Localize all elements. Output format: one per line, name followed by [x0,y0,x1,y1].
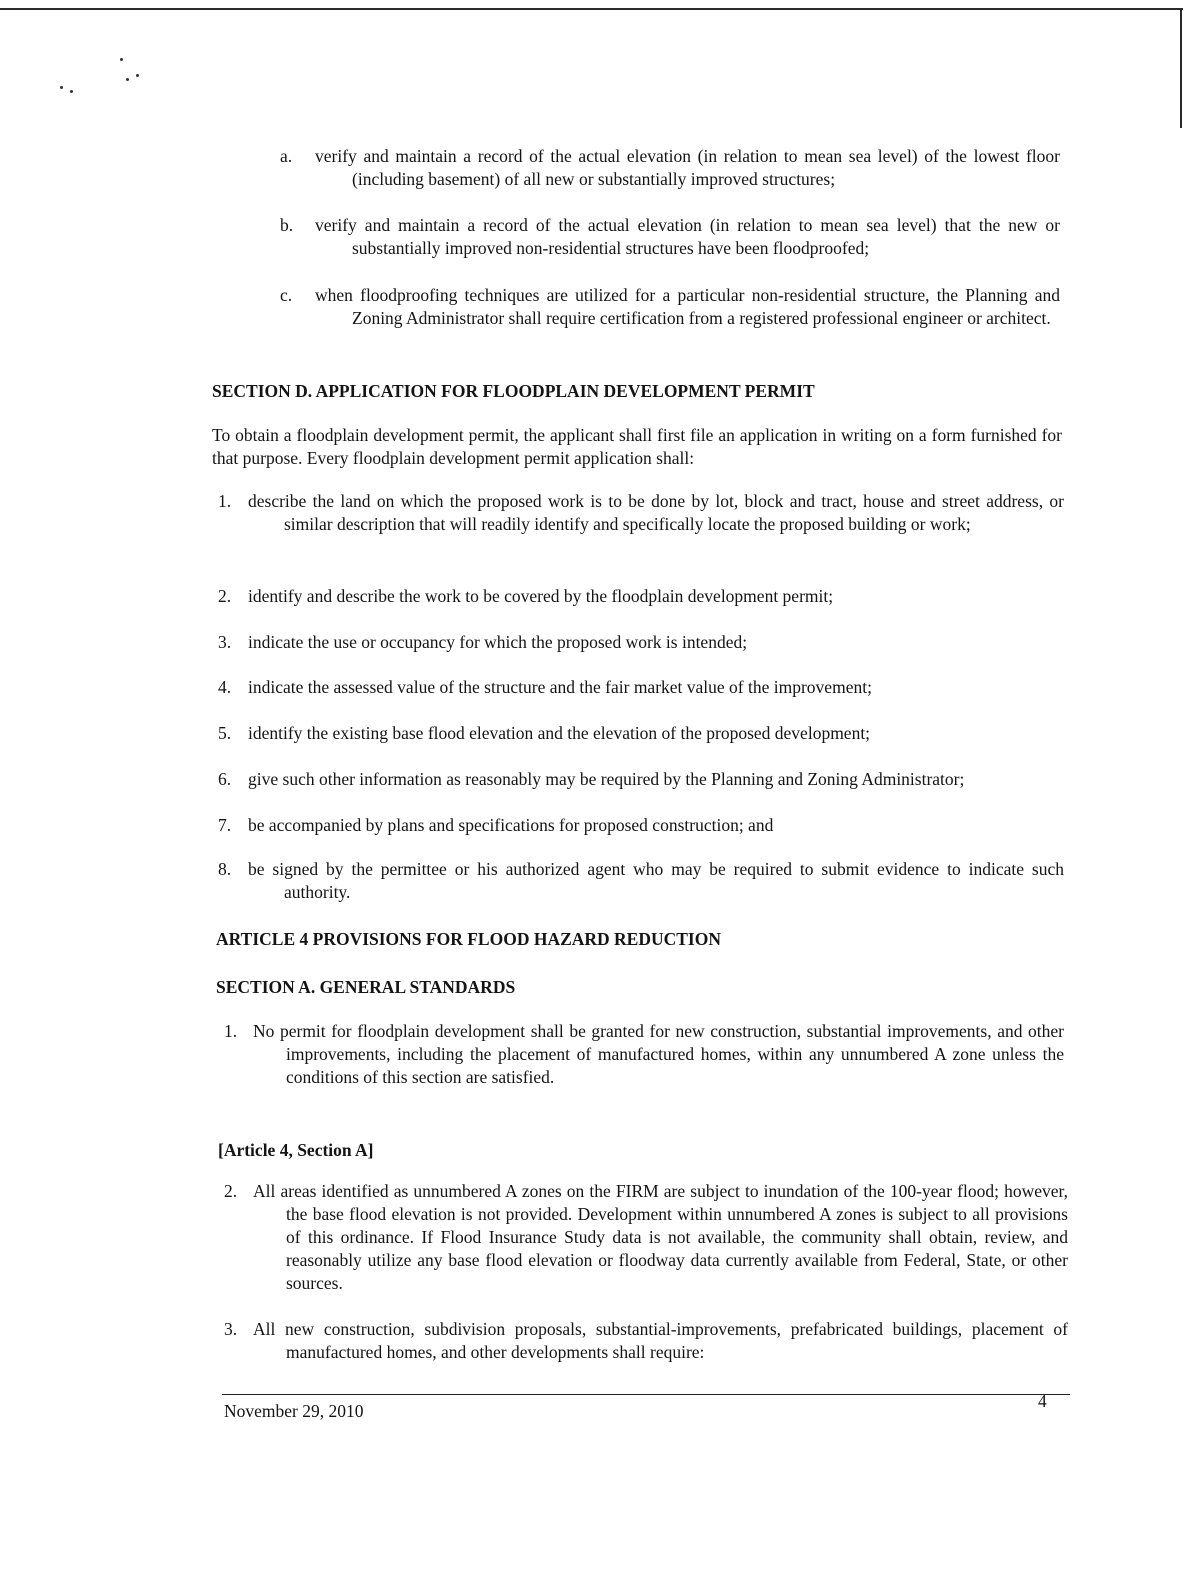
list-item [218,585,1064,608]
list-item [218,768,1064,791]
list-marker: 2. [218,586,232,606]
list-marker: 1. [224,1021,238,1041]
list-item-text: be signed by the permittee or his authorized agent who may be required to submit evidence to indicate such authority. [248,859,1064,902]
list-item [218,814,1064,837]
list-item [224,1180,1068,1295]
list-marker: c. [280,285,293,305]
list-item [224,1020,1064,1089]
article-4-heading: ARTICLE 4 PROVISIONS FOR FLOOD HAZARD REDUCTION [216,929,721,949]
footer-rule [222,1394,1070,1395]
list-item-text: No permit for floodplain development shall be granted for new construction, substantial improvements, and other improvements, including the placement of manufactured homes, within any unnumbered A zone unless the conditions of this section are satisfied. [253,1021,1064,1087]
list-marker: 8. [218,859,232,879]
list-item [218,490,1064,536]
list-marker: a. [280,146,293,166]
list-marker: 1. [218,491,232,511]
list-item-text: identify and describe the work to be covered by the floodplain development permit; [248,586,834,606]
list-item-text: indicate the use or occupancy for which the proposed work is intended; [248,632,748,652]
section-a-heading: SECTION A. GENERAL STANDARDS [216,977,516,997]
list-item-text: when floodproofing techniques are utilized for a particular non-residential structure, the Planning and Zoning Administrator shall require certification from a registered professional engineer or architect. [315,285,1060,328]
list-item-text: All areas identified as unnumbered A zones on the FIRM are subject to inundation of the 100-year flood; however, the base flood elevation is not provided. Development within unnumbered A zones is subject to all provisions of this ordinance. If Flood Insurance Study data is not available, the community shall obtain, review, and reasonably utilize any base flood elevation or floodway data currently available from Federal, State, or other sources. [253,1181,1068,1293]
list-item-text: All new construction, subdivision proposals, substantial-improvements, prefabricated buildings, placement of manufactured homes, and other developments shall require: [253,1319,1068,1362]
list-item-text: identify the existing base flood elevation and the elevation of the proposed development; [248,723,871,743]
list-item [224,1318,1068,1364]
footer-date: November 29, 2010 [224,1401,364,1421]
list-item [218,722,1064,745]
list-marker: 3. [224,1319,238,1339]
list-marker: 2. [224,1181,238,1201]
list-marker: b. [280,215,294,235]
list-item-text: be accompanied by plans and specifications for proposed construction; and [248,815,774,835]
list-marker: 5. [218,723,232,743]
list-item-text: verify and maintain a record of the actual elevation (in relation to mean sea level) of the lowest floor (including basement) of all new or substantially improved structures; [315,146,1060,189]
list-item-text: give such other information as reasonably may be required by the Planning and Zoning Administrator; [248,769,965,789]
page-number: 4 [1038,1391,1047,1411]
list-item [218,631,1064,654]
continuation-label: [Article 4, Section A] [218,1140,374,1160]
list-item-text: indicate the assessed value of the structure and the fair market value of the improvement; [248,677,872,697]
list-item [218,858,1064,904]
list-item [280,284,1060,330]
section-d-intro: To obtain a floodplain development permit, the applicant shall first file an application in writing on a form furnished for that purpose. Every floodplain development permit application shall: [212,425,1062,468]
section-d-heading: SECTION D. APPLICATION FOR FLOODPLAIN DEVELOPMENT PERMIT [212,381,815,401]
list-item-text: verify and maintain a record of the actual elevation (in relation to mean sea level) that the new or substantially improved non-residential structures have been floodproofed; [315,215,1060,258]
list-item [218,676,1064,699]
list-item [280,214,1060,260]
list-marker: 7. [218,815,232,835]
list-marker: 6. [218,769,232,789]
list-item [280,145,1060,191]
list-marker: 3. [218,632,232,652]
list-marker: 4. [218,677,232,697]
list-item-text: describe the land on which the proposed work is to be done by lot, block and tract, house and street address, or similar description that will readily identify and specifically locate the proposed building or work; [248,491,1064,534]
